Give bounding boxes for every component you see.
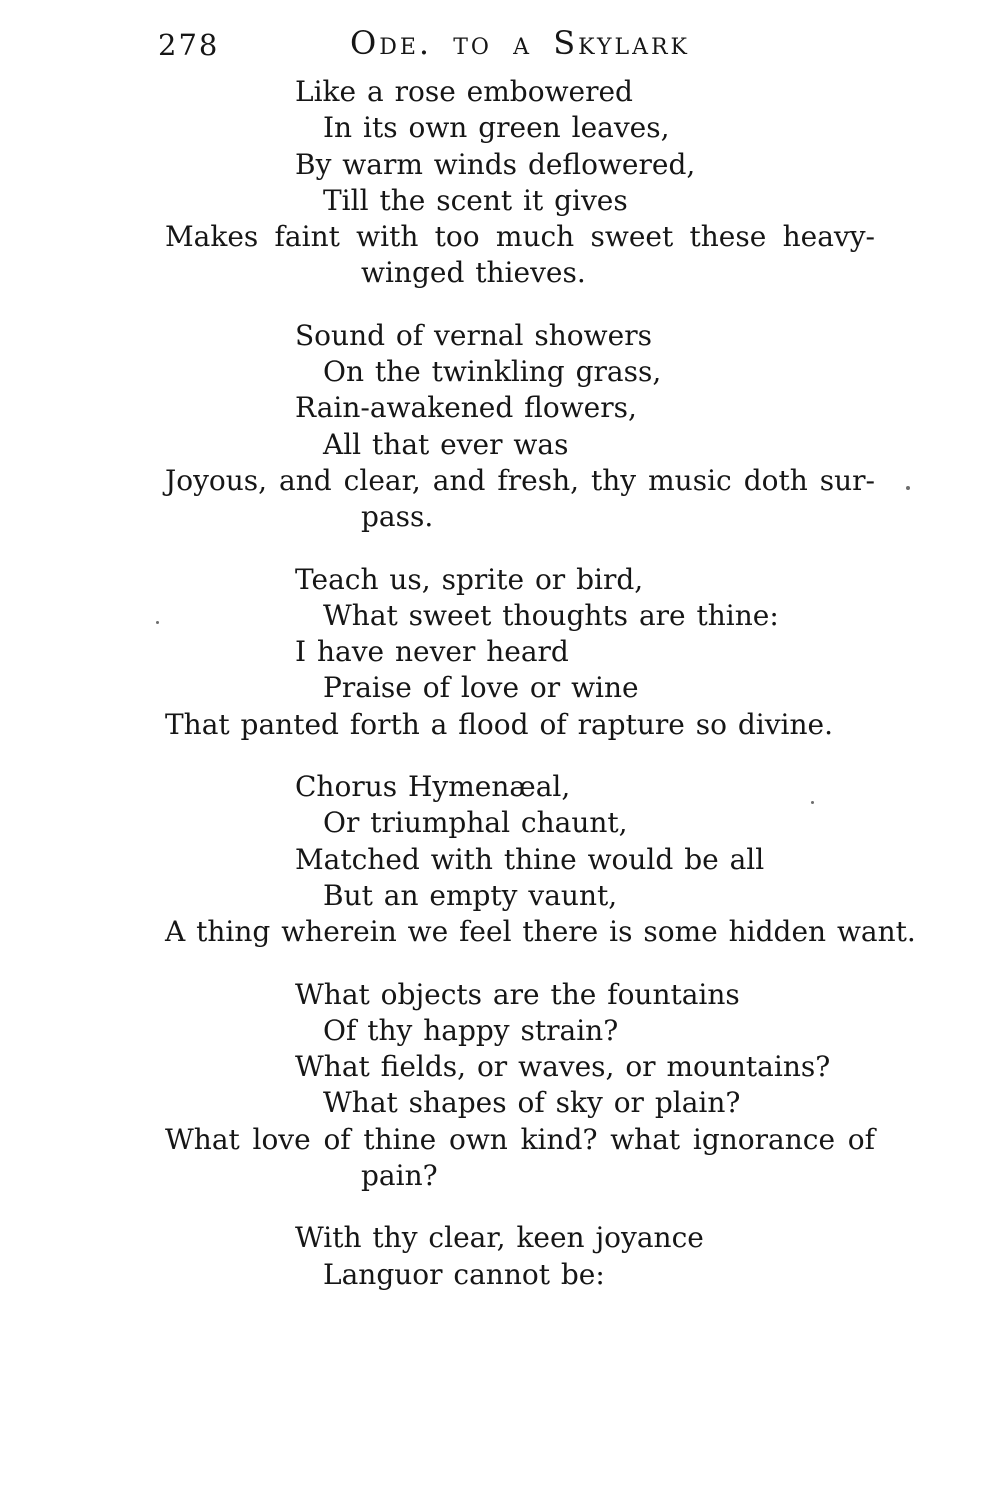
stanza [165,769,916,950]
stanza [165,74,875,292]
poem-line: pass. [361,500,434,534]
poem-line: Chorus Hymenæal, [295,770,571,804]
poem-line: Joyous, and clear, and fresh, thy music doth sur- [165,463,875,497]
poem-line: Praise of love or wine [323,671,639,705]
poem-line: Languor cannot be: [323,1257,605,1291]
stanza [165,1220,875,1293]
poem-line: I have never heard [295,635,569,669]
poem-line: All that ever was [323,427,569,461]
poem-line: But an empty vaunt, [323,878,618,912]
poem-line: What sweet thoughts are thine: [323,598,779,632]
poem-line: In its own green leaves, [323,111,670,145]
running-head-title: Ode. to a Skylark [349,24,690,62]
poem-line: Makes faint with too much sweet these heavy- [165,220,875,254]
poem-line: Teach us, sprite or bird, [295,562,644,596]
poem-line: winged thieves. [361,256,586,290]
poem-line: On the twinkling grass, [323,355,662,389]
poem-line: A thing wherein we feel there is some hidden want. [165,915,916,949]
poem-line: Of thy happy strain? [323,1013,619,1047]
poem-line: What fields, or waves, or mountains? [295,1050,831,1084]
poem-line: That panted forth a flood of rapture so divine. [165,707,833,741]
poem-body [165,74,916,1319]
poem-line: With thy clear, keen joyance [295,1221,704,1255]
poem-line: What objects are the fountains [295,977,740,1011]
poem-line: Like a rose embowered [295,75,633,108]
poem-line: pain? [361,1159,438,1193]
stanza [165,318,875,536]
poem-line: What shapes of sky or plain? [323,1086,741,1120]
poem-line: Matched with thine would be all [295,842,765,876]
poem-line: Rain-awakened flowers, [295,391,637,425]
poem-line: What love of thine own kind? what ignorance of [165,1122,875,1156]
poem-line: Till the scent it gives [323,183,628,217]
scan-speck [156,621,159,624]
poem-line: Sound of vernal showers [295,318,652,352]
poem-line: By warm winds deflowered, [295,147,696,181]
stanza [165,977,875,1195]
scan-speck [811,801,814,804]
stanza [165,562,875,743]
poem-line: Or triumphal chaunt, [323,806,628,840]
scan-speck [906,486,910,490]
page-number: 278 [158,28,220,62]
